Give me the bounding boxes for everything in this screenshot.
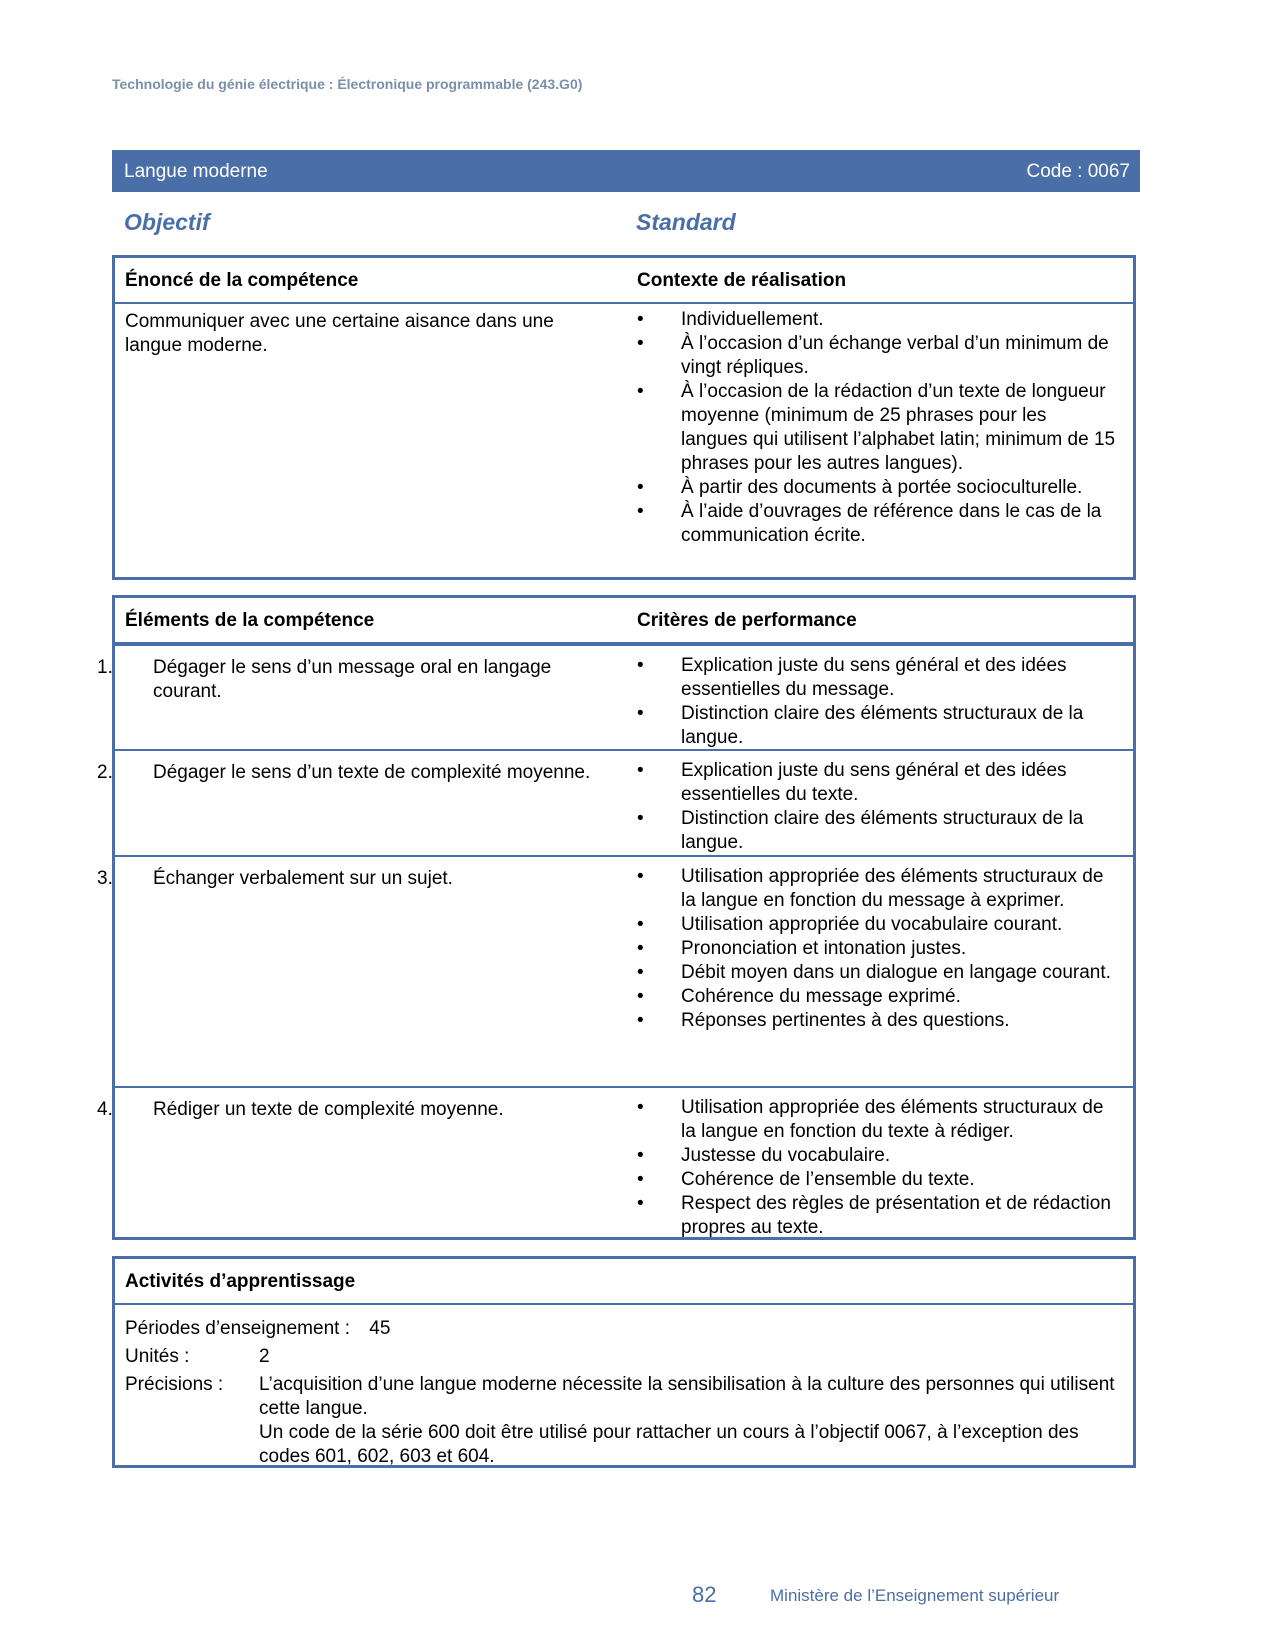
objective-heading: Objectif bbox=[124, 209, 210, 235]
element-text bbox=[97, 656, 595, 704]
list-item: • Débit moyen dans un dialogue en langage courant. bbox=[637, 961, 1117, 985]
list-item: • Explication juste du sens général et des idées essentielles du message. bbox=[637, 654, 1117, 702]
list-item: • À l’occasion de la rédaction d’un texte de longueur moyenne (minimum de 25 phrases pour les langues qui utilisent l’alphabet latin; minimum de 15 phrases pour les autres langues). bbox=[637, 380, 1117, 476]
list-item: • Utilisation appropriée des éléments structuraux de la langue en fonction du texte à rédiger. bbox=[637, 1096, 1117, 1144]
competence-statement: Communiquer avec une certaine aisance dans une langue moderne. bbox=[125, 311, 554, 356]
units-label: Unités : bbox=[125, 1346, 190, 1367]
element-number: 1. bbox=[97, 657, 113, 678]
table-row bbox=[97, 1086, 1133, 1238]
periods-value: 45 bbox=[369, 1318, 391, 1339]
list-item: • Individuellement. bbox=[637, 308, 1117, 332]
criteria-list bbox=[637, 865, 1117, 1033]
element-text bbox=[97, 867, 595, 891]
units-line bbox=[125, 1345, 270, 1369]
list-item: • À l’aide d’ouvrages de référence dans le cas de la communication écrite. bbox=[637, 500, 1117, 548]
table-row bbox=[97, 749, 1133, 855]
elements-header: Éléments de la compétence bbox=[125, 610, 375, 631]
context-list bbox=[637, 308, 1117, 548]
precision-paragraph: L’acquisition d’une langue moderne nécessite la sensibilisation à la culture des personnes qui utilisent cette langue. bbox=[259, 1374, 1115, 1419]
title-bar bbox=[112, 150, 1140, 192]
element-label: Échanger verbalement sur un sujet. bbox=[153, 868, 453, 889]
precision-paragraph: Un code de la série 600 doit être utilisé pour rattacher un cours à l’objectif 0067, à l’exception des codes 601, 602, 603 et 604. bbox=[259, 1422, 1079, 1467]
activities-box-header bbox=[115, 1259, 1133, 1305]
list-item: • Distinction claire des éléments structuraux de la langue. bbox=[637, 807, 1117, 855]
periods-label: Périodes d’enseignement : bbox=[125, 1318, 350, 1339]
list-item: • Cohérence du message exprimé. bbox=[637, 985, 1117, 1009]
list-item: • Prononciation et intonation justes. bbox=[637, 937, 1117, 961]
competence-statement-header: Énoncé de la compétence bbox=[125, 270, 359, 291]
precisions-label: Précisions : bbox=[125, 1374, 224, 1395]
course-title: Langue moderne bbox=[124, 161, 268, 182]
course-code: Code : 0067 bbox=[1026, 161, 1130, 182]
table-row bbox=[97, 855, 1133, 1086]
list-item: • Respect des règles de présentation et de rédaction propres au texte. bbox=[637, 1192, 1117, 1240]
periods-line bbox=[125, 1317, 390, 1341]
list-item: • À l’occasion d’un échange verbal d’un minimum de vingt répliques. bbox=[637, 332, 1117, 380]
list-item: • Cohérence de l’ensemble du texte. bbox=[637, 1168, 1117, 1192]
precisions-text bbox=[259, 1373, 1124, 1469]
table-row bbox=[97, 644, 1133, 749]
list-item: • Réponses pertinentes à des questions. bbox=[637, 1009, 1117, 1033]
list-item: • À partir des documents à portée socioculturelle. bbox=[637, 476, 1117, 500]
criteria-list bbox=[637, 1096, 1117, 1240]
element-text bbox=[97, 761, 595, 785]
element-label: Dégager le sens d’un message oral en langage courant. bbox=[153, 657, 552, 702]
element-label: Dégager le sens d’un texte de complexité moyenne. bbox=[153, 762, 591, 783]
element-number: 2. bbox=[97, 762, 113, 783]
list-item: • Utilisation appropriée du vocabulaire courant. bbox=[637, 913, 1117, 937]
criteria-header: Critères de performance bbox=[637, 610, 857, 631]
list-item: • Utilisation appropriée des éléments structuraux de la langue en fonction du message à exprimer. bbox=[637, 865, 1117, 913]
standard-heading: Standard bbox=[636, 209, 736, 235]
element-number: 3. bbox=[97, 868, 113, 889]
competence-box-header bbox=[115, 258, 1133, 304]
element-text bbox=[97, 1098, 595, 1122]
units-value: 2 bbox=[259, 1346, 270, 1367]
running-header: Technologie du génie électrique : Électronique programmable (243.G0) bbox=[112, 76, 583, 92]
elements-box bbox=[97, 595, 1136, 1240]
list-item: • Justesse du vocabulaire. bbox=[637, 1144, 1117, 1168]
list-item: • Distinction claire des éléments structuraux de la langue. bbox=[637, 702, 1117, 750]
page-number: 82 bbox=[692, 1582, 717, 1607]
competence-box bbox=[112, 255, 1136, 580]
elements-box-header bbox=[115, 598, 1133, 644]
criteria-list bbox=[637, 654, 1117, 750]
activities-header: Activités d’apprentissage bbox=[125, 1271, 356, 1292]
element-label: Rédiger un texte de complexité moyenne. bbox=[153, 1099, 504, 1120]
list-item: • Explication juste du sens général et des idées essentielles du texte. bbox=[637, 759, 1117, 807]
criteria-list bbox=[637, 759, 1117, 855]
activities-box bbox=[112, 1256, 1136, 1468]
element-number: 4. bbox=[97, 1099, 113, 1120]
context-header: Contexte de réalisation bbox=[637, 270, 847, 291]
ministry-name: Ministère de l’Enseignement supérieur bbox=[770, 1586, 1060, 1605]
